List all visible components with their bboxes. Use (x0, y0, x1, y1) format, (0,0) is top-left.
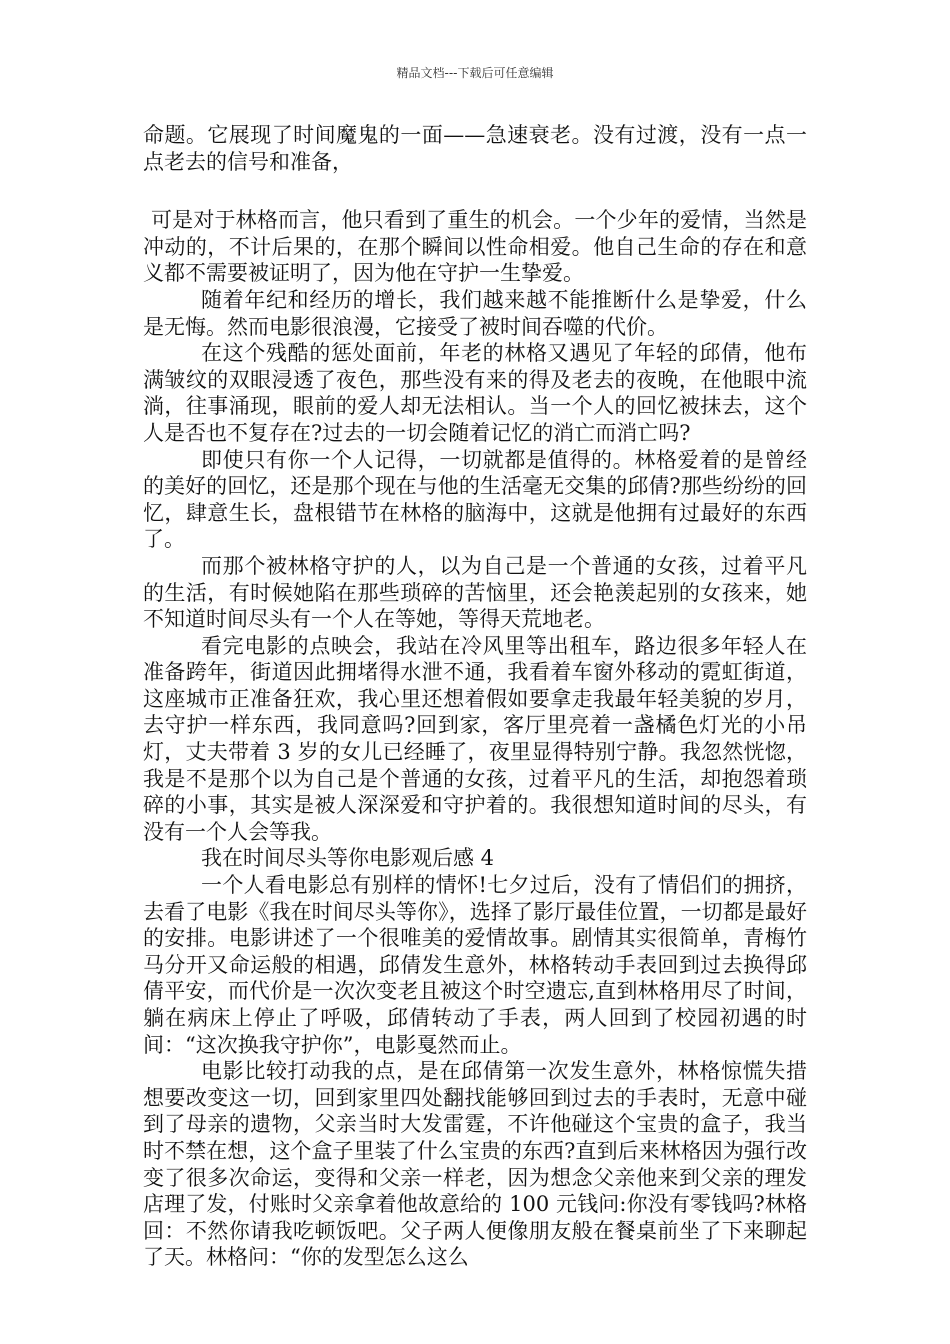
paragraph-8: 一个人看电影总有别样的情怀!七夕过后，没有了情侣们的拥挤，去看了电影《我在时间尽头等你》，选择了影厅最佳位置，一切都是最好的安排。电影讲述了一个很唯美的爱情故事。剧情其实很简单，青梅竹马分开又命运般的相遇，邱倩发生意外，林格转动手表回到过去换得邱倩平安，而代价是一次次变老且被这个时空遗忘,直到林格用尽了时间，躺在病床上停止了呼吸，邱倩转动了手表，两人回到了校园初遇的时间：“这次换我守护你”，电影戛然而止。 (143, 873, 807, 1057)
paragraph-9: 电影比较打动我的点，是在邱倩第一次发生意外，林格惊慌失措想要改变这一切，回到家里四处翻找能够回到过去的手表时，无意中碰到了母亲的遗物，父亲当时大发雷霆，不许他碰这个宝贵的盒子，我当时不禁在想，这个盒子里装了什么宝贵的东西?直到后来林格因为强行改变了很多次命运，变得和父亲一样老，因为想念父亲他来到父亲的理发店理了发，付账时父亲拿着他故意给的 100 元钱问:你没有零钱吗?林格回：不然你请我吃顿饭吧。父子两人便像朋友般在餐桌前坐了下来聊起了天。林格问：“你的发型怎么这么 (143, 1059, 807, 1270)
page-header: 精品文档---下载后可任意编辑 (396, 66, 554, 80)
paragraph-2: 可是对于林格而言，他只看到了重生的机会。一个少年的爱情，当然是冲动的，不计后果的，在那个瞬间以性命相爱。他自己生命的存在和意义都不需要被证明了，因为他在守护一生挚爱。 (143, 208, 807, 286)
section-heading: 我在时间尽头等你电影观后感 4 (201, 846, 495, 871)
blank-line (143, 175, 807, 207)
document-body (143, 122, 807, 1271)
paragraph-4: 在这个残酷的惩处面前，年老的林格又遇见了年轻的邱倩，他布满皱纹的双眼浸透了夜色，那些没有来的得及老去的夜晚，在他眼中流淌，往事涌现，眼前的爱人却无法相认。当一个人的回忆被抹去，这个人是否也不复存在?过去的一切会随着记忆的消亡而消亡吗? (143, 341, 807, 445)
paragraph-5: 即使只有你一个人记得，一切就都是值得的。林格爱着的是曾经的美好的回忆，还是那个现在与他的生活毫无交集的邱倩?那些纷纷的回忆，肆意生长，盘根错节在林格的脑海中，这就是他拥有过最好的东西了。 (143, 447, 807, 552)
paragraph-3: 随着年纪和经历的增长，我们越来越不能推断什么是挚爱，什么是无悔。然而电影很浪漫，它接受了被时间吞噬的代价。 (143, 287, 807, 339)
paragraph-6: 而那个被林格守护的人，以为自己是一个普通的女孩，过着平凡的生活，有时候她陷在那些琐碎的苦恼里，还会艳羡起别的女孩来，她不知道时间尽头有一个人在等她，等得天荒地老。 (143, 553, 807, 632)
paragraph-7: 看完电影的点映会，我站在冷风里等出租车，路边很多年轻人在准备跨年，街道因此拥堵得水泄不通，我看着车窗外移动的霓虹街道，这座城市正准备狂欢，我心里还想着假如要拿走我最年轻美貌的岁月，去守护一样东西，我同意吗?回到家，客厅里亮着一盏橘色灯光的小吊灯，丈夫带着 3 岁的女儿已经睡了，夜里显得特别宁静。我忽然恍惚，我是不是那个以为自己是个普通的女孩，过着平凡的生活，却抱怨着琐碎的小事，其实是被人深深爱和守护着的。我很想知道时间的尽头，有没有一个人会等我。 (143, 633, 807, 844)
paragraph-1: 命题。它展现了时间魔鬼的一面——急速衰老。没有过渡，没有一点一点老去的信号和准备， (143, 123, 807, 174)
